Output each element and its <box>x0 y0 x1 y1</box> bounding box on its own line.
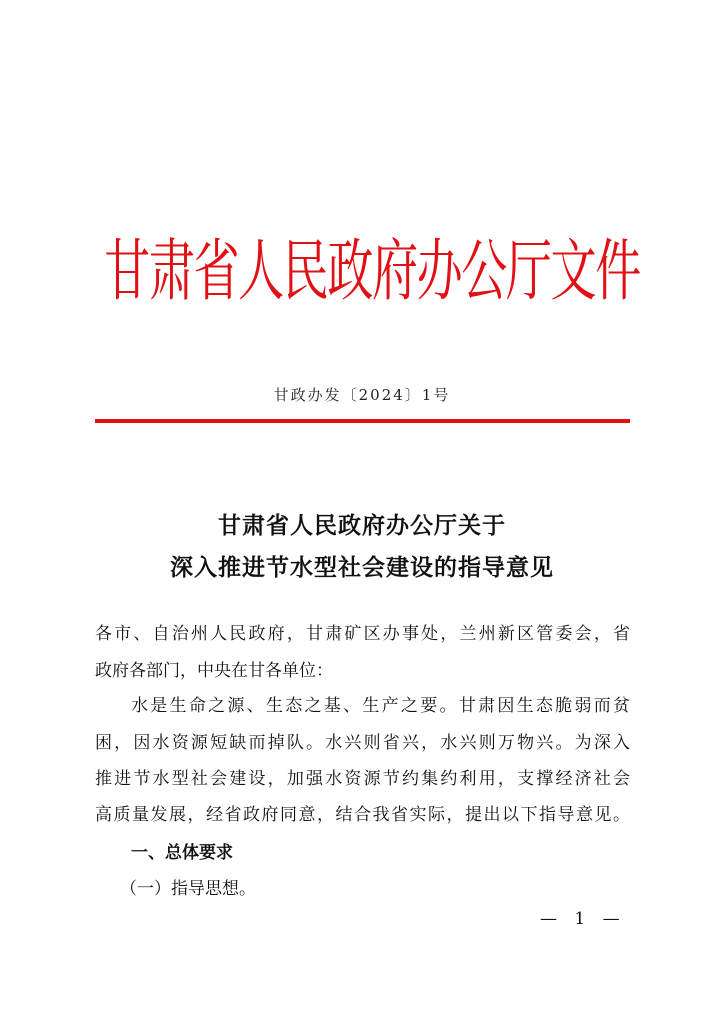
document-title-line-1: 甘肃省人民政府办公厅关于 <box>218 512 506 539</box>
subsection-heading-1: （一）指导思想。 <box>120 879 256 899</box>
addressee-line-1: 各市、自治州人民政府，甘肃矿区办事处，兰州新区管委会，省 <box>95 624 630 644</box>
document-masthead <box>0 232 724 312</box>
red-separator-line <box>95 419 630 423</box>
paragraph-1-line-4: 高质量发展，经省政府同意，结合我省实际，提出以下指导意见。 <box>95 805 630 825</box>
paragraph-1-line-3: 推进节水型社会建设，加强水资源节约集约利用，支撑经济社会 <box>95 769 630 789</box>
document-title-line-2: 深入推进节水型社会建设的指导意见 <box>170 554 554 581</box>
document-number: 甘政办发〔2024〕1号 <box>273 386 451 404</box>
section-heading-1: 一、总体要求 <box>131 843 233 863</box>
paragraph-1-line-2: 困，因水资源短缺而掉队。水兴则省兴，水兴则万物兴。为深入 <box>95 733 630 753</box>
paragraph-1-line-1: 水是生命之源、生态之基、生产之要。甘肃因生态脆弱而贫 <box>131 696 630 716</box>
page-number: — 1 — <box>540 909 626 929</box>
masthead-text: 甘肃省人民政府办公厅文件 <box>104 233 640 311</box>
addressee-line-2: 政府各部门，中央在甘各单位： <box>95 661 333 681</box>
